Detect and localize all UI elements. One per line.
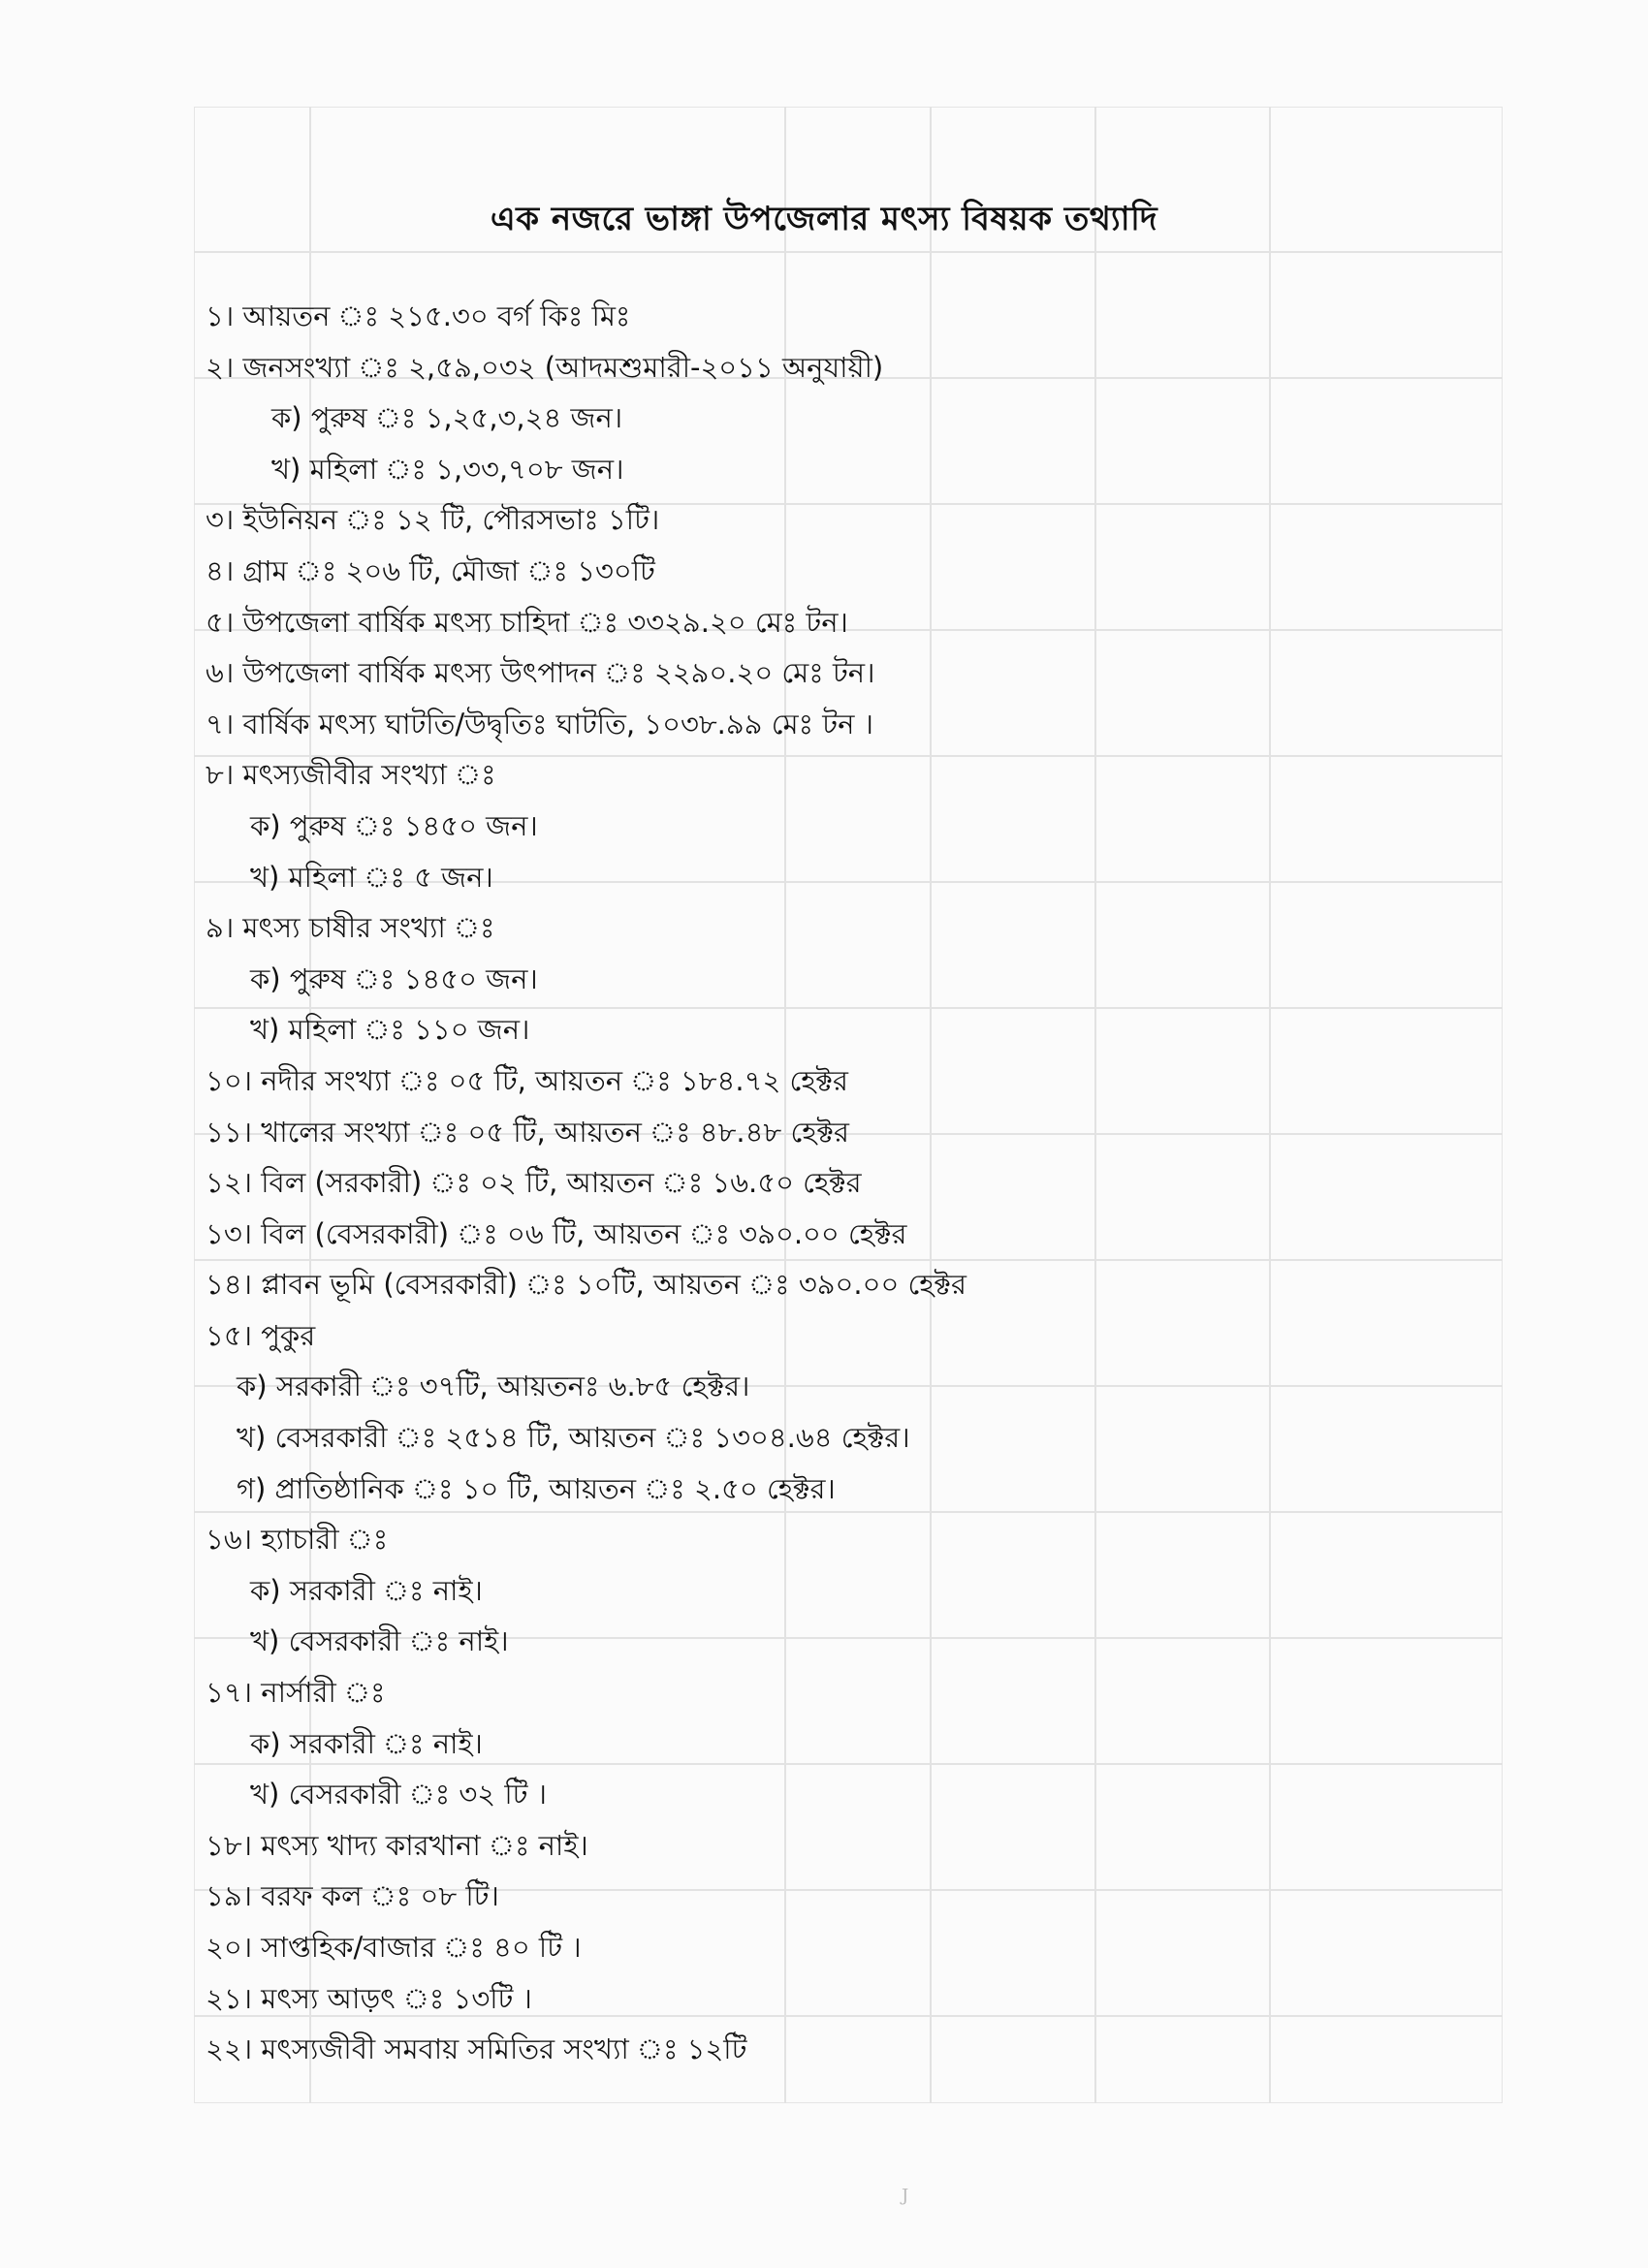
- item-fishermen-male: ক) পুরুষ ঃ ১৪৫০ জন।: [250, 808, 538, 842]
- item-fish-farmers-count: ৯। মৎস্য চাষীর সংখ্যা ঃ: [206, 911, 495, 945]
- item-ice-plant: ১৯। বরফ কল ঃ ০৮ টি।: [206, 1879, 499, 1913]
- item-unions: ৩। ইউনিয়ন ঃ ১২ টি, পৌরসভাঃ ১টি।: [206, 503, 660, 537]
- item-rivers: ১০। নদীর সংখ্যা ঃ ০৫ টি, আয়তন ঃ ১৮৪.৭২ হেক্টর: [206, 1063, 848, 1097]
- item-ponds: ১৫। পুকুর: [206, 1318, 316, 1352]
- item-fish-farmers-male: ক) পুরুষ ঃ ১৪৫০ জন।: [250, 961, 538, 995]
- item-hatchery-government: ক) সরকারী ঃ নাই।: [250, 1573, 483, 1607]
- item-fish-deficit: ৭। বার্ষিক মৎস্য ঘাটতি/উদ্বৃতিঃ ঘাটতি, ১০৩৮.৯৯ মেঃ টন ।: [206, 707, 873, 740]
- item-canals: ১১। খালের সংখ্যা ঃ ০৫ টি, আয়তন ঃ ৪৮.৪৮ হেক্টর: [206, 1115, 849, 1149]
- item-nursery-government: ক) সরকারী ঃ নাই।: [250, 1726, 483, 1760]
- item-beel-private: ১৩। বিল (বেসরকারী) ঃ ০৬ টি, আয়তন ঃ ৩৯০.০০ হেক্টর: [206, 1216, 907, 1250]
- item-ponds-private: খ) বেসরকারী ঃ ২৫১৪ টি, আয়তন ঃ ১৩০৪.৬৪ হেক্টর।: [237, 1421, 910, 1455]
- item-population-male: ক) পুরুষ ঃ ১,২৫,৩,২৪ জন।: [271, 401, 623, 435]
- item-hatchery-private: খ) বেসরকারী ঃ নাই।: [250, 1624, 509, 1658]
- item-nursery-private: খ) বেসরকারী ঃ ৩২ টি ।: [250, 1778, 548, 1811]
- item-area: ১। আয়তন ঃ ২১৫.৩০ বর্গ কিঃ মিঃ: [206, 299, 631, 332]
- item-villages: ৪। গ্রাম ঃ ২০৬ টি, মৌজা ঃ ১৩০টি: [206, 553, 655, 587]
- item-fishermen-female: খ) মহিলা ঃ ৫ জন।: [250, 860, 493, 894]
- document-title: এক নজরে ভাঙ্গা উপজেলার মৎস্য বিষয়ক তথ্যাদি: [490, 200, 1158, 238]
- item-beel-government: ১২। বিল (সরকারী) ঃ ০২ টি, আয়তন ঃ ১৬.৫০ হেক্টর: [206, 1166, 862, 1200]
- item-population-female: খ) মহিলা ঃ ১,৩৩,৭০৮ জন।: [271, 452, 624, 486]
- item-fishermen-count: ৮। মৎস্যজীবীর সংখ্যা ঃ: [206, 758, 496, 792]
- item-fish-wholesale: ২১। মৎস্য আড়ৎ ঃ ১৩টি ।: [206, 1981, 532, 2015]
- item-population: ২। জনসংখ্যা ঃ ২,৫৯,০৩২ (আদমশুমারী-২০১১ অনুযায়ী): [206, 350, 884, 384]
- item-cooperatives: ২২। মৎস্যজীবী সমবায় সমিতির সংখ্যা ঃ ১২টি: [206, 2032, 747, 2066]
- page-mark: J: [902, 2186, 909, 2206]
- item-fish-farmers-female: খ) মহিলা ঃ ১১০ জন।: [250, 1013, 530, 1047]
- item-feed-mill: ১৮। মৎস্য খাদ্য কারখানা ঃ নাই।: [206, 1828, 588, 1862]
- item-weekly-market: ২০। সাপ্তহিক/বাজার ঃ ৪০ টি ।: [206, 1931, 582, 1964]
- item-fish-production: ৬। উপজেলা বার্ষিক মৎস্য উৎপাদন ঃ ২২৯০.২০ মেঃ টন।: [206, 656, 875, 690]
- item-floodplain: ১৪। প্লাবন ভূমি (বেসরকারী) ঃ ১০টি, আয়তন ঃ ৩৯০.০০ হেক্টর: [206, 1268, 967, 1302]
- item-hatchery: ১৬। হ্যাচারী ঃ: [206, 1523, 389, 1557]
- item-ponds-institutional: গ) প্রাতিষ্ঠানিক ঃ ১০ টি, আয়তন ঃ ২.৫০ হেক্টর।: [237, 1471, 836, 1505]
- item-ponds-government: ক) সরকারী ঃ ৩৭টি, আয়তনঃ ৬.৮৫ হেক্টর।: [237, 1370, 750, 1403]
- item-fish-demand: ৫। উপজেলা বার্ষিক মৎস্য চাহিদা ঃ ৩৩২৯.২০ মেঃ টন।: [206, 605, 848, 639]
- info-list: [206, 291, 1466, 2075]
- item-nursery: ১৭। নার্সারী ঃ: [206, 1676, 386, 1710]
